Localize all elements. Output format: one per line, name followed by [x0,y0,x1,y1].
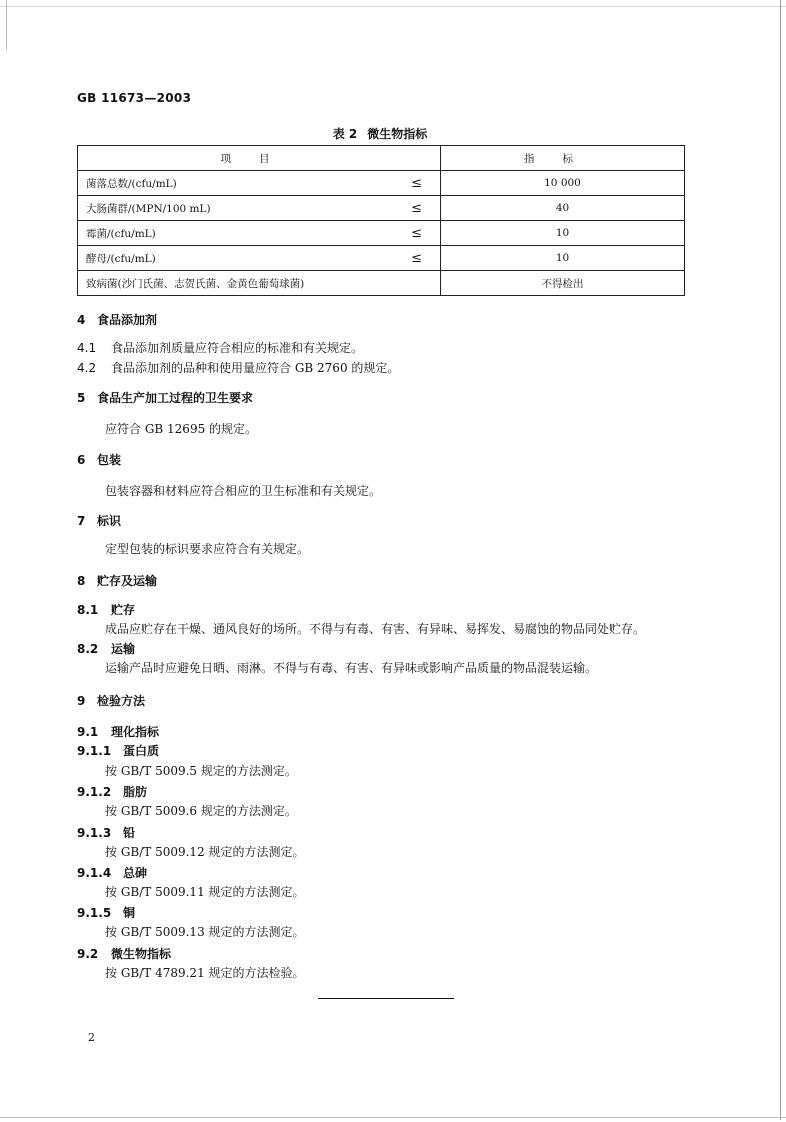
scan-edge-top [0,6,786,7]
clause-text: 食品添加剂的品种和使用量应符合 GB 2760 的规定。 [111,361,400,375]
row-value: 不得检出 [441,271,685,296]
clause-number: 9.1.2 [77,785,112,799]
row-operator [394,271,441,296]
clause-title: 铜 [123,906,136,920]
clause-number: 8.2 [77,642,99,656]
table-row [78,171,685,196]
row-item: 霉菌/(cfu/mL) [78,221,395,246]
table-row [78,221,685,246]
section-number: 9 [77,694,86,708]
section-8-heading [77,572,157,589]
clause-9-1-5-text: 按 GB/T 5009.13 规定的方法测定。 [105,925,305,939]
clause-4-2 [77,359,399,376]
section-title: 贮存及运输 [97,574,158,588]
page-number: 2 [88,1031,95,1044]
scan-edge-right [780,0,781,1120]
table-row [78,196,685,221]
clause-9-1-1-text: 按 GB/T 5009.5 规定的方法测定。 [105,764,297,778]
row-operator: ≤ [394,246,441,271]
scan-edge-left [6,0,7,50]
standard-code: GB 11673—2003 [77,91,192,105]
clause-number: 4.1 [77,341,97,355]
section-number: 5 [77,391,86,405]
clause-number: 4.2 [77,361,97,375]
row-operator: ≤ [394,196,441,221]
clause-number: 9.1.5 [77,906,112,920]
column-header-value: 指标 [441,146,685,171]
clause-number: 9.1 [77,725,99,739]
clause-9-1-2-text: 按 GB/T 5009.6 规定的方法测定。 [105,804,297,818]
section-title: 检验方法 [97,694,146,708]
row-operator: ≤ [394,171,441,196]
clause-number: 9.1.1 [77,744,112,758]
clause-8-2-text: 运输产品时应避免日晒、雨淋。不得与有毒、有害、有异味或影响产品质量的物品混装运输。 [105,661,598,675]
microbial-table [77,145,685,296]
clause-8-1-text: 成品应贮存在干燥、通风良好的场所。不得与有毒、有害、有异味、易挥发、易腐蚀的物品同处贮存。 [105,622,646,636]
clause-9-2-heading [77,945,171,962]
clause-9-2-text: 按 GB/T 4789.21 规定的方法检验。 [105,966,305,980]
row-item: 菌落总数/(cfu/mL) [78,171,395,196]
section-5-heading [77,389,253,406]
clause-title: 总砷 [123,866,148,880]
clause-9-1-4-heading [77,864,147,881]
row-value: 40 [441,196,685,221]
clause-9-1-3-text: 按 GB/T 5009.12 规定的方法测定。 [105,845,305,859]
clause-9-1-heading [77,723,159,740]
row-value: 10 [441,221,685,246]
clause-title: 蛋白质 [123,744,160,758]
section-title: 标识 [97,514,122,528]
column-header-item: 项目 [78,146,441,171]
section-7-heading [77,512,121,529]
row-operator: ≤ [394,221,441,246]
clause-number: 9.1.3 [77,826,112,840]
clause-9-1-5-heading [77,904,135,921]
clause-8-2-heading [77,640,135,657]
section-7-text: 定型包装的标识要求应符合有关规定。 [105,542,310,556]
clause-title: 贮存 [111,603,136,617]
section-number: 8 [77,574,86,588]
clause-title: 理化指标 [111,725,160,739]
section-6-text: 包装容器和材料应符合相应的卫生标准和有关规定。 [105,484,382,498]
clause-text: 食品添加剂质量应符合相应的标准和有关规定。 [111,341,364,355]
section-4-heading [77,311,157,328]
table-caption-number: 表 2 [332,127,358,141]
clause-9-1-2-heading [77,783,147,800]
clause-number: 9.2 [77,947,99,961]
clause-4-1 [77,339,363,356]
row-value: 10 [441,246,685,271]
clause-title: 微生物指标 [111,947,172,961]
clause-9-1-3-heading [77,824,135,841]
section-number: 7 [77,514,86,528]
section-title: 包装 [97,453,122,467]
section-6-heading [77,451,121,468]
clause-title: 铅 [123,826,136,840]
end-of-document-rule [318,998,454,999]
row-item: 大肠菌群/(MPN/100 mL) [78,196,395,221]
clause-title: 脂肪 [123,785,148,799]
table-caption [0,125,760,142]
table-row [78,271,685,296]
section-9-heading [77,692,145,709]
section-number: 4 [77,313,86,327]
row-item: 致病菌(沙门氏菌、志贺氏菌、金黄色葡萄球菌) [78,271,395,296]
clause-8-1-heading [77,601,135,618]
table-caption-title: 微生物指标 [367,127,428,141]
section-title: 食品添加剂 [97,313,158,327]
section-number: 6 [77,453,86,467]
section-title: 食品生产加工过程的卫生要求 [97,391,254,405]
row-item: 酵母/(cfu/mL) [78,246,395,271]
clause-title: 运输 [111,642,136,656]
clause-number: 9.1.4 [77,866,112,880]
table-row [78,246,685,271]
table-header-row [78,146,685,171]
row-value: 10 000 [441,171,685,196]
section-5-text: 应符合 GB 12695 的规定。 [105,422,258,436]
scan-edge-bottom [0,1117,786,1118]
clause-number: 8.1 [77,603,99,617]
clause-9-1-4-text: 按 GB/T 5009.11 规定的方法测定。 [105,885,305,899]
clause-9-1-1-heading [77,742,159,759]
